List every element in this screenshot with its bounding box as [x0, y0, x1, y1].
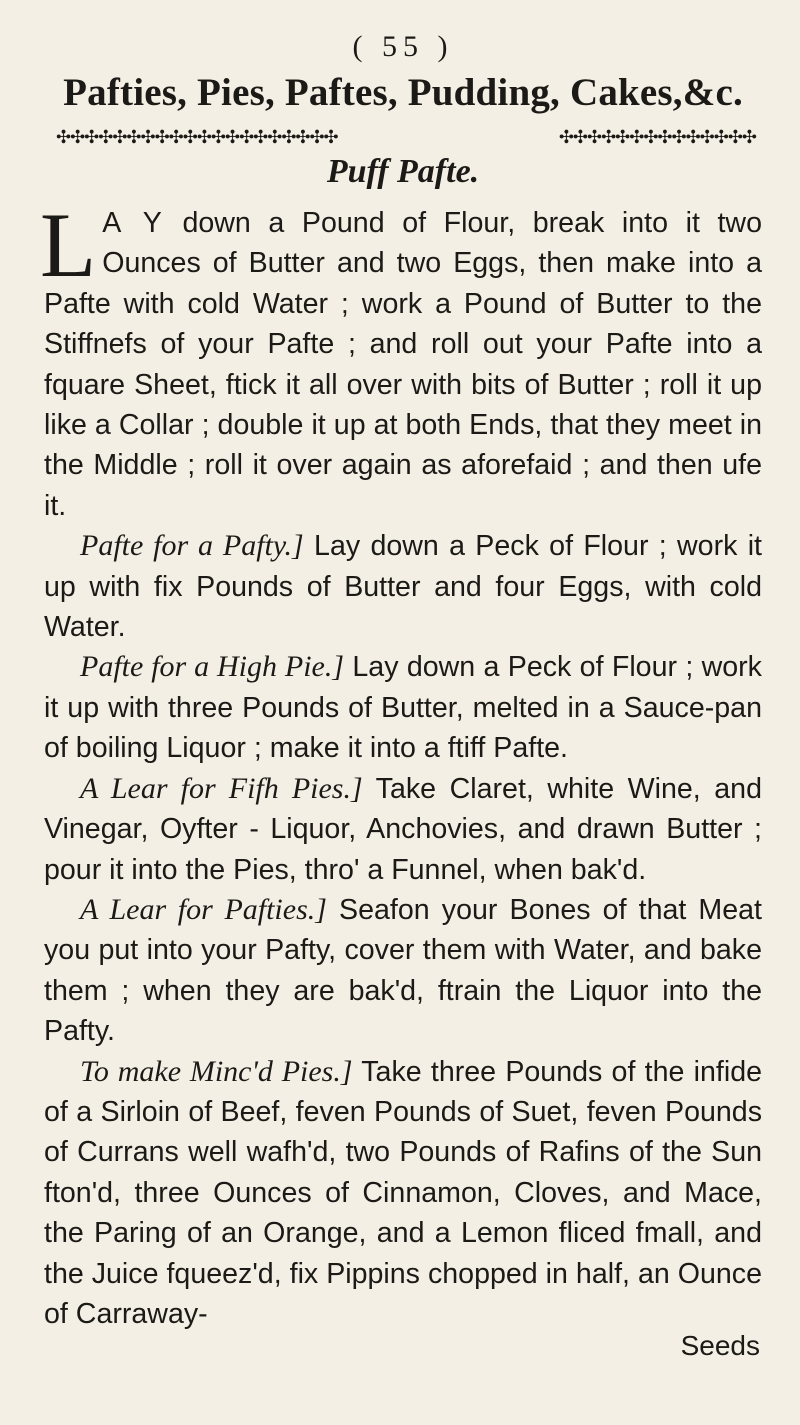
catchword: Seeds — [680, 1330, 760, 1362]
running-head: Pafties, Pies, Paftes, Pudding, Cakes,&c. — [63, 71, 743, 114]
ornament-band-right: ✣✣✣✣✣✣✣✣✣✣✣✣✣✣ — [558, 127, 756, 148]
paragraph-text: Take three Pounds of the infide of a Sirloin of Beef, feven Pounds of Suet, feven Pounds of Currans well wafh'd, two Pounds of Rafins of the Sun fton'd, three Ounces of Cinnamon, Cloves, and Mace, the Paring of an Orange, and a Lemon fliced fmall, and the Juice fqueez'd, fix Pippins chopped in half, an Ounce of Carraway- — [44, 1055, 763, 1330]
paragraph-text: Lay down a Peck of Flour ; work it up with fix Pounds of Butter and four Eggs, with cold Water. — [44, 530, 762, 644]
paragraph-paste-high-pie — [44, 647, 762, 768]
recipe-heading: A Lear for Fifh Pies.] — [80, 771, 363, 805]
first-word: A Y — [102, 207, 165, 239]
paragraph-text: down a Pound of Flour, break into it two Ounces of Butter and two Eggs, then make into a Pafte with cold Water ; work a Pound of Butter to the Stiffnefs of your Pafte ; and roll out your Pafte into a fquare Sheet, ftick it all over with bits of Butter ; roll it up like a Collar ; double it up at both Ends, that they meet in the Middle ; roll it over again as aforefaid ; and then ufe it. — [44, 207, 762, 522]
recipe-text — [40, 194, 763, 1334]
paragraph-text: Take Claret, white Wine, and Vinegar, Oyfter - Liquor, Anchovies, and drawn Butter ; pour it into the Pies, thro' a Funnel, when bak'd. — [44, 772, 762, 886]
recipe-heading: Pafte for a High Pie.] — [80, 650, 345, 684]
ornament-divider — [56, 127, 756, 149]
paragraph-lear-fish-pies — [44, 769, 762, 890]
paragraph-paste-for-pasty — [44, 526, 762, 647]
paragraph-puff-paste — [40, 194, 762, 526]
paragraph-minced-pies — [44, 1052, 762, 1335]
page-number: ( 55 ) — [352, 30, 454, 63]
recipe-heading: Pafte for a Pafty.] — [80, 529, 304, 563]
recipe-heading: A Lear for Pafties.] — [80, 892, 327, 926]
section-title: Puff Pafte. — [326, 153, 480, 190]
paragraph-text: Lay down a Peck of Flour ; work it up with three Pounds of Butter, melted in a Sauce-pan of boiling Liquor ; make it into a ftiff Pafte. — [44, 651, 762, 765]
recipe-heading: To make Minc'd Pies.] — [80, 1054, 353, 1088]
paragraph-text: Seafon your Bones of that Meat you put into your Pafty, cover them with Water, and bake them ; when they are bak'd, ftrain the Liquor into the Pafty. — [44, 893, 762, 1048]
paragraph-lear-pasties — [44, 890, 762, 1052]
ornament-band-left: ✣✣✣✣✣✣✣✣✣✣✣✣✣✣✣✣✣✣✣✣ — [56, 127, 338, 148]
drop-cap: L — [40, 194, 97, 296]
